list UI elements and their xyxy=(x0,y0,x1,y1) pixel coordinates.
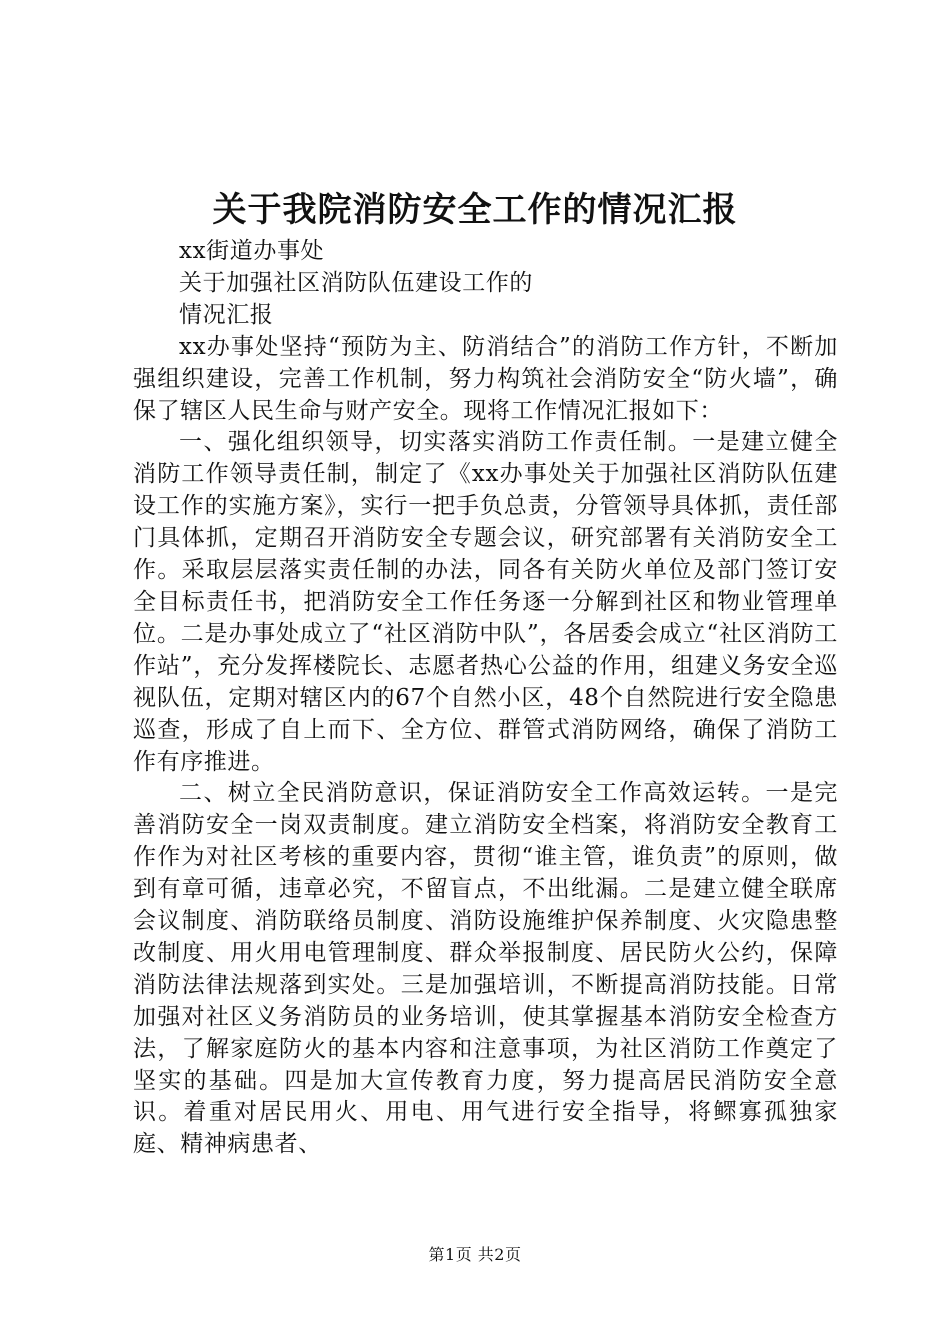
intro-paragraph: xx办事处坚持“预防为主、防消结合”的消防工作方针，不断加强组织建设，完善工作机制，努力构筑社会消防安全“防火墙”，确保了辖区人民生命与财产安全。现将工作情况汇报如下： xyxy=(133,333,838,424)
document-title: 关于我院消防安全工作的情况汇报 xyxy=(212,190,738,230)
subtitle-line-2: 情况汇报 xyxy=(179,301,274,328)
subtitle-line-1: 关于加强社区消防队伍建设工作的 xyxy=(179,269,533,296)
document-body xyxy=(133,236,838,1161)
section-one-paragraph: 一、强化组织领导，切实落实消防工作责任制。一是建立健全消防工作领导责任制，制定了《xx办事处关于加强社区消防队伍建设工作的实施方案》，实行一把手负总责，分管领导具体抓，责任部门具体抓，定期召开消防安全专题会议，研究部署有关消防安全工作。采取层层落实责任制的办法，同各有关防火单位及部门签订安全目标责任书，把消防安全工作任务逐一分解到社区和物业管理单位。二是办事处成立了“社区消防中队”，各居委会成立“社区消防工作站”，充分发挥楼院长、志愿者热心公益的作用，组建义务安全巡视队伍，定期对辖区内的67个自然小区，48个自然院进行安全隐患巡查，形成了自上而下、全方位、群管式消防网络，确保了消防工作有序推进。 xyxy=(133,429,838,775)
recipient-line: xx街道办事处 xyxy=(179,238,325,264)
page-number: 第1页 共2页 xyxy=(428,1245,522,1264)
section-two-paragraph: 二、树立全民消防意识，保证消防安全工作高效运转。一是完善消防安全一岗双责制度。建立消防安全档案，将消防安全教育工作作为对社区考核的重要内容，贯彻“谁主管，谁负责”的原则，做到有章可循，违章必究，不留盲点，不出纰漏。二是建立健全联席会议制度、消防联络员制度、消防设施维护保养制度、火灾隐患整改制度、用火用电管理制度、群众举报制度、居民防火公约，保障消防法律法规落到实处。三是加强培训，不断提高消防技能。日常加强对社区义务消防员的业务培训，使其掌握基本消防安全检查方法，了解家庭防火的基本内容和注意事项，为社区消防工作奠定了坚实的基础。四是加大宣传教育力度，努力提高居民消防安全意识。着重对居民用火、用电、用气进行安全指导，将鳏寡孤独家庭、精神病患者、 xyxy=(133,780,838,1158)
